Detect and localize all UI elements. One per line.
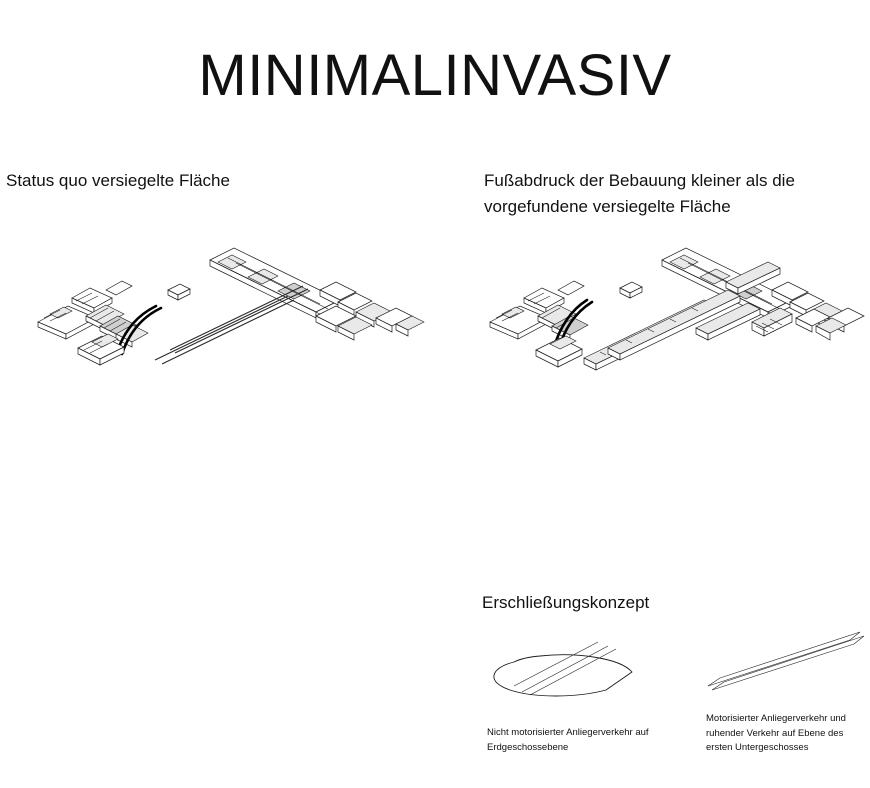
existing-south-cluster [78,334,124,365]
proposed-small-block [620,282,642,298]
axonometric-site-plan-proposed [480,230,870,390]
existing-west-cluster [38,281,148,347]
ground-level-access-diagram [480,620,660,710]
axonometric-site-plan-existing [20,230,430,390]
page-title: MINIMALINVASIV [198,43,672,108]
caption-access-concept: Erschließungskonzept [482,593,650,612]
existing-small-block [168,284,190,300]
caption-existing: Status quo versiegelte Fläche [6,171,230,190]
proposed-south-cluster [536,336,582,367]
basement-level-access-diagram [700,620,870,710]
legend-basement-level: Motorisierter Anliegerverkehr und ruhender Verkehr auf Ebene des ersten Untergeschosses [706,713,846,754]
caption-proposed: Fußabdruck der Bebauung kleiner als die vorgefundene versiegelte Fläche [484,171,795,216]
legend-ground-level: Nicht motorisierter Anliegerverkehr auf Erdgeschossebene [487,727,649,753]
